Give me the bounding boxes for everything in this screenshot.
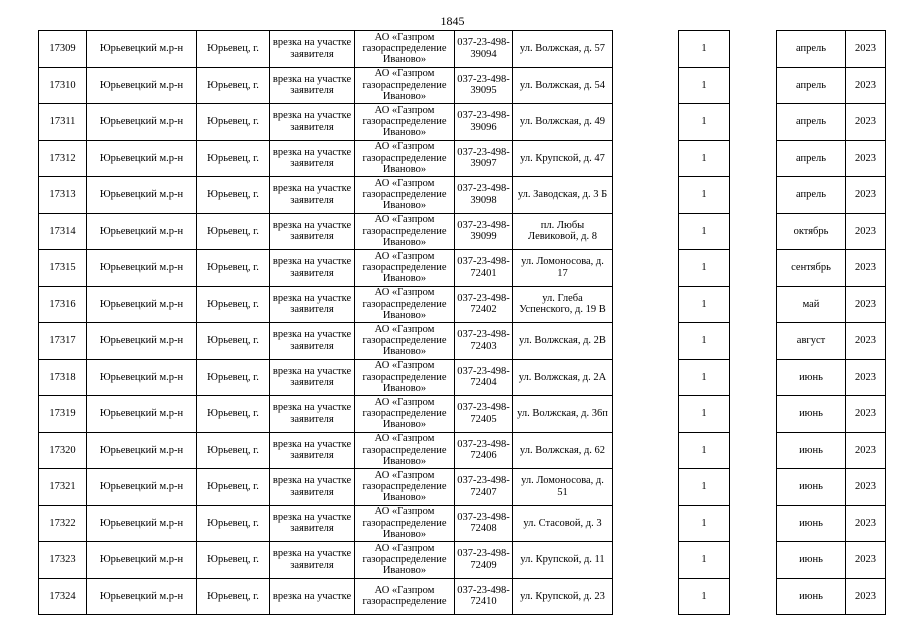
district-cell: Юрьевецкий м.р-н xyxy=(87,359,197,396)
quantity-cell: 1 xyxy=(679,469,730,506)
row-number-cell: 17313 xyxy=(39,177,87,214)
row-number-cell: 17324 xyxy=(39,578,87,615)
quantity-cell: 1 xyxy=(679,578,730,615)
quantity-cell: 1 xyxy=(679,213,730,250)
quantity-cell: 1 xyxy=(679,542,730,579)
company-cell: АО «Газпром газораспределение Иваново» xyxy=(355,542,455,579)
row-number-cell: 17315 xyxy=(39,250,87,287)
month-cell: апрель xyxy=(777,31,846,68)
table-row xyxy=(39,31,886,68)
quantity-cell: 1 xyxy=(679,140,730,177)
empty-cell xyxy=(613,323,679,360)
month-cell: сентябрь xyxy=(777,250,846,287)
empty-cell xyxy=(730,432,777,469)
quantity-cell: 1 xyxy=(679,67,730,104)
address-cell: ул. Крупской, д. 11 xyxy=(513,542,613,579)
district-cell: Юрьевецкий м.р-н xyxy=(87,213,197,250)
year-cell: 2023 xyxy=(846,396,886,433)
empty-cell xyxy=(730,31,777,68)
company-cell: АО «Газпром газораспределение Иваново» xyxy=(355,505,455,542)
connection-type-cell: врезка на участке заявителя xyxy=(270,542,355,579)
month-cell: июнь xyxy=(777,542,846,579)
district-cell: Юрьевецкий м.р-н xyxy=(87,396,197,433)
district-cell: Юрьевецкий м.р-н xyxy=(87,432,197,469)
company-cell: АО «Газпром газораспределение Иваново» xyxy=(355,286,455,323)
quantity-cell: 1 xyxy=(679,104,730,141)
empty-cell xyxy=(730,323,777,360)
connection-type-cell: врезка на участке заявителя xyxy=(270,323,355,360)
year-cell: 2023 xyxy=(846,140,886,177)
row-number-cell: 17322 xyxy=(39,505,87,542)
city-cell: Юрьевец, г. xyxy=(197,250,270,287)
company-cell: АО «Газпром газораспределение Иваново» xyxy=(355,359,455,396)
city-cell: Юрьевец, г. xyxy=(197,67,270,104)
empty-cell xyxy=(730,250,777,287)
address-cell: ул. Волжская, д. 2А xyxy=(513,359,613,396)
city-cell: Юрьевец, г. xyxy=(197,31,270,68)
quantity-cell: 1 xyxy=(679,323,730,360)
row-number-cell: 17319 xyxy=(39,396,87,433)
month-cell: апрель xyxy=(777,140,846,177)
year-cell: 2023 xyxy=(846,286,886,323)
address-cell: ул. Крупской, д. 47 xyxy=(513,140,613,177)
connection-type-cell: врезка на участке заявителя xyxy=(270,432,355,469)
object-code-cell: 037-23-498-72402 xyxy=(455,286,513,323)
empty-cell xyxy=(730,578,777,615)
empty-cell xyxy=(613,67,679,104)
connection-type-cell: врезка на участке заявителя xyxy=(270,359,355,396)
table-row xyxy=(39,104,886,141)
empty-cell xyxy=(613,31,679,68)
company-cell: АО «Газпром газораспределение Иваново» xyxy=(355,469,455,506)
table-row xyxy=(39,359,886,396)
month-cell: октябрь xyxy=(777,213,846,250)
empty-cell xyxy=(613,469,679,506)
month-cell: июнь xyxy=(777,469,846,506)
table-row xyxy=(39,140,886,177)
city-cell: Юрьевец, г. xyxy=(197,177,270,214)
company-cell: АО «Газпром газораспределение Иваново» xyxy=(355,432,455,469)
empty-cell xyxy=(730,396,777,433)
object-code-cell: 037-23-498-39095 xyxy=(455,67,513,104)
month-cell: июнь xyxy=(777,578,846,615)
empty-cell xyxy=(613,213,679,250)
empty-cell xyxy=(730,177,777,214)
object-code-cell: 037-23-498-39098 xyxy=(455,177,513,214)
connection-type-cell: врезка на участке заявителя xyxy=(270,140,355,177)
table-row xyxy=(39,67,886,104)
company-cell: АО «Газпром газораспределение Иваново» xyxy=(355,104,455,141)
year-cell: 2023 xyxy=(846,67,886,104)
address-cell: ул. Волжская, д. 57 xyxy=(513,31,613,68)
connection-type-cell: врезка на участке заявителя xyxy=(270,505,355,542)
district-cell: Юрьевецкий м.р-н xyxy=(87,177,197,214)
row-number-cell: 17314 xyxy=(39,213,87,250)
object-code-cell: 037-23-498-39097 xyxy=(455,140,513,177)
empty-cell xyxy=(613,286,679,323)
object-code-cell: 037-23-498-72407 xyxy=(455,469,513,506)
row-number-cell: 17320 xyxy=(39,432,87,469)
object-code-cell: 037-23-498-72404 xyxy=(455,359,513,396)
month-cell: июнь xyxy=(777,396,846,433)
row-number-cell: 17309 xyxy=(39,31,87,68)
quantity-cell: 1 xyxy=(679,286,730,323)
city-cell: Юрьевец, г. xyxy=(197,213,270,250)
row-number-cell: 17316 xyxy=(39,286,87,323)
empty-cell xyxy=(730,286,777,323)
city-cell: Юрьевец, г. xyxy=(197,469,270,506)
company-cell: АО «Газпром газораспределение Иваново» xyxy=(355,67,455,104)
address-cell: ул. Заводская, д. 3 Б xyxy=(513,177,613,214)
row-number-cell: 17318 xyxy=(39,359,87,396)
company-cell: АО «Газпром газораспределение Иваново» xyxy=(355,213,455,250)
district-cell: Юрьевецкий м.р-н xyxy=(87,286,197,323)
empty-cell xyxy=(613,432,679,469)
quantity-cell: 1 xyxy=(679,396,730,433)
object-code-cell: 037-23-498-39094 xyxy=(455,31,513,68)
empty-cell xyxy=(730,104,777,141)
object-code-cell: 037-23-498-72401 xyxy=(455,250,513,287)
register-table xyxy=(38,30,886,615)
year-cell: 2023 xyxy=(846,213,886,250)
connection-type-cell: врезка на участке заявителя xyxy=(270,67,355,104)
row-number-cell: 17311 xyxy=(39,104,87,141)
connection-type-cell: врезка на участке заявителя xyxy=(270,250,355,287)
district-cell: Юрьевецкий м.р-н xyxy=(87,505,197,542)
district-cell: Юрьевецкий м.р-н xyxy=(87,250,197,287)
table-row xyxy=(39,286,886,323)
address-cell: ул. Волжская, д. 36п xyxy=(513,396,613,433)
table-row xyxy=(39,177,886,214)
quantity-cell: 1 xyxy=(679,505,730,542)
quantity-cell: 1 xyxy=(679,359,730,396)
company-cell: АО «Газпром газораспределение Иваново» xyxy=(355,396,455,433)
month-cell: апрель xyxy=(777,67,846,104)
connection-type-cell: врезка на участке заявителя xyxy=(270,396,355,433)
district-cell: Юрьевецкий м.р-н xyxy=(87,469,197,506)
city-cell: Юрьевец, г. xyxy=(197,359,270,396)
empty-cell xyxy=(613,104,679,141)
company-cell: АО «Газпром газораспределение Иваново» xyxy=(355,31,455,68)
empty-cell xyxy=(613,505,679,542)
row-number-cell: 17323 xyxy=(39,542,87,579)
empty-cell xyxy=(613,542,679,579)
month-cell: апрель xyxy=(777,177,846,214)
city-cell: Юрьевец, г. xyxy=(197,542,270,579)
year-cell: 2023 xyxy=(846,177,886,214)
object-code-cell: 037-23-498-39099 xyxy=(455,213,513,250)
year-cell: 2023 xyxy=(846,31,886,68)
district-cell: Юрьевецкий м.р-н xyxy=(87,140,197,177)
row-number-cell: 17321 xyxy=(39,469,87,506)
month-cell: июнь xyxy=(777,432,846,469)
city-cell: Юрьевец, г. xyxy=(197,104,270,141)
district-cell: Юрьевецкий м.р-н xyxy=(87,323,197,360)
page-number: 1845 xyxy=(440,14,465,28)
table-row xyxy=(39,505,886,542)
address-cell: ул. Глеба Успенского, д. 19 В xyxy=(513,286,613,323)
company-cell: АО «Газпром газораспределение Иваново» xyxy=(355,323,455,360)
row-number-cell: 17312 xyxy=(39,140,87,177)
table-row xyxy=(39,432,886,469)
object-code-cell: 037-23-498-72406 xyxy=(455,432,513,469)
month-cell: май xyxy=(777,286,846,323)
empty-cell xyxy=(613,396,679,433)
table-row xyxy=(39,213,886,250)
month-cell: август xyxy=(777,323,846,360)
district-cell: Юрьевецкий м.р-н xyxy=(87,31,197,68)
address-cell: пл. Любы Левиковой, д. 8 xyxy=(513,213,613,250)
year-cell: 2023 xyxy=(846,432,886,469)
year-cell: 2023 xyxy=(846,542,886,579)
district-cell: Юрьевецкий м.р-н xyxy=(87,578,197,615)
empty-cell xyxy=(730,140,777,177)
row-number-cell: 17317 xyxy=(39,323,87,360)
empty-cell xyxy=(613,250,679,287)
empty-cell xyxy=(613,578,679,615)
city-cell: Юрьевец, г. xyxy=(197,323,270,360)
city-cell: Юрьевец, г. xyxy=(197,432,270,469)
empty-cell xyxy=(730,505,777,542)
table-row xyxy=(39,250,886,287)
company-cell: АО «Газпром газораспределение Иваново» xyxy=(355,140,455,177)
row-number-cell: 17310 xyxy=(39,67,87,104)
year-cell: 2023 xyxy=(846,104,886,141)
year-cell: 2023 xyxy=(846,578,886,615)
empty-cell xyxy=(613,140,679,177)
empty-cell xyxy=(730,469,777,506)
year-cell: 2023 xyxy=(846,359,886,396)
table-body xyxy=(39,31,886,615)
address-cell: ул. Волжская, д. 62 xyxy=(513,432,613,469)
year-cell: 2023 xyxy=(846,323,886,360)
table-row xyxy=(39,542,886,579)
empty-cell xyxy=(730,67,777,104)
table-row xyxy=(39,323,886,360)
company-cell: АО «Газпром газораспределение Иваново» xyxy=(355,177,455,214)
object-code-cell: 037-23-498-72408 xyxy=(455,505,513,542)
object-code-cell: 037-23-498-39096 xyxy=(455,104,513,141)
company-cell: АО «Газпром газораспределение xyxy=(355,578,455,615)
empty-cell xyxy=(613,177,679,214)
month-cell: июнь xyxy=(777,505,846,542)
city-cell: Юрьевец, г. xyxy=(197,286,270,323)
connection-type-cell: врезка на участке заявителя xyxy=(270,213,355,250)
address-cell: ул. Ломоносова, д. 17 xyxy=(513,250,613,287)
connection-type-cell: врезка на участке заявителя xyxy=(270,31,355,68)
table-row xyxy=(39,578,886,615)
table-row xyxy=(39,469,886,506)
empty-cell xyxy=(730,542,777,579)
month-cell: апрель xyxy=(777,104,846,141)
year-cell: 2023 xyxy=(846,250,886,287)
month-cell: июнь xyxy=(777,359,846,396)
quantity-cell: 1 xyxy=(679,250,730,287)
city-cell: Юрьевец, г. xyxy=(197,140,270,177)
empty-cell xyxy=(730,213,777,250)
company-cell: АО «Газпром газораспределение Иваново» xyxy=(355,250,455,287)
address-cell: ул. Волжская, д. 49 xyxy=(513,104,613,141)
quantity-cell: 1 xyxy=(679,432,730,469)
connection-type-cell: врезка на участке xyxy=(270,578,355,615)
address-cell: ул. Крупской, д. 23 xyxy=(513,578,613,615)
address-cell: ул. Стасовой, д. 3 xyxy=(513,505,613,542)
city-cell: Юрьевец, г. xyxy=(197,578,270,615)
address-cell: ул. Волжская, д. 2В xyxy=(513,323,613,360)
quantity-cell: 1 xyxy=(679,31,730,68)
city-cell: Юрьевец, г. xyxy=(197,505,270,542)
object-code-cell: 037-23-498-72405 xyxy=(455,396,513,433)
year-cell: 2023 xyxy=(846,505,886,542)
object-code-cell: 037-23-498-72410 xyxy=(455,578,513,615)
connection-type-cell: врезка на участке заявителя xyxy=(270,177,355,214)
address-cell: ул. Ломоносова, д. 51 xyxy=(513,469,613,506)
address-cell: ул. Волжская, д. 54 xyxy=(513,67,613,104)
quantity-cell: 1 xyxy=(679,177,730,214)
district-cell: Юрьевецкий м.р-н xyxy=(87,542,197,579)
connection-type-cell: врезка на участке заявителя xyxy=(270,469,355,506)
connection-type-cell: врезка на участке заявителя xyxy=(270,104,355,141)
table-row xyxy=(39,396,886,433)
empty-cell xyxy=(730,359,777,396)
empty-cell xyxy=(613,359,679,396)
year-cell: 2023 xyxy=(846,469,886,506)
district-cell: Юрьевецкий м.р-н xyxy=(87,67,197,104)
district-cell: Юрьевецкий м.р-н xyxy=(87,104,197,141)
object-code-cell: 037-23-498-72409 xyxy=(455,542,513,579)
connection-type-cell: врезка на участке заявителя xyxy=(270,286,355,323)
city-cell: Юрьевец, г. xyxy=(197,396,270,433)
object-code-cell: 037-23-498-72403 xyxy=(455,323,513,360)
